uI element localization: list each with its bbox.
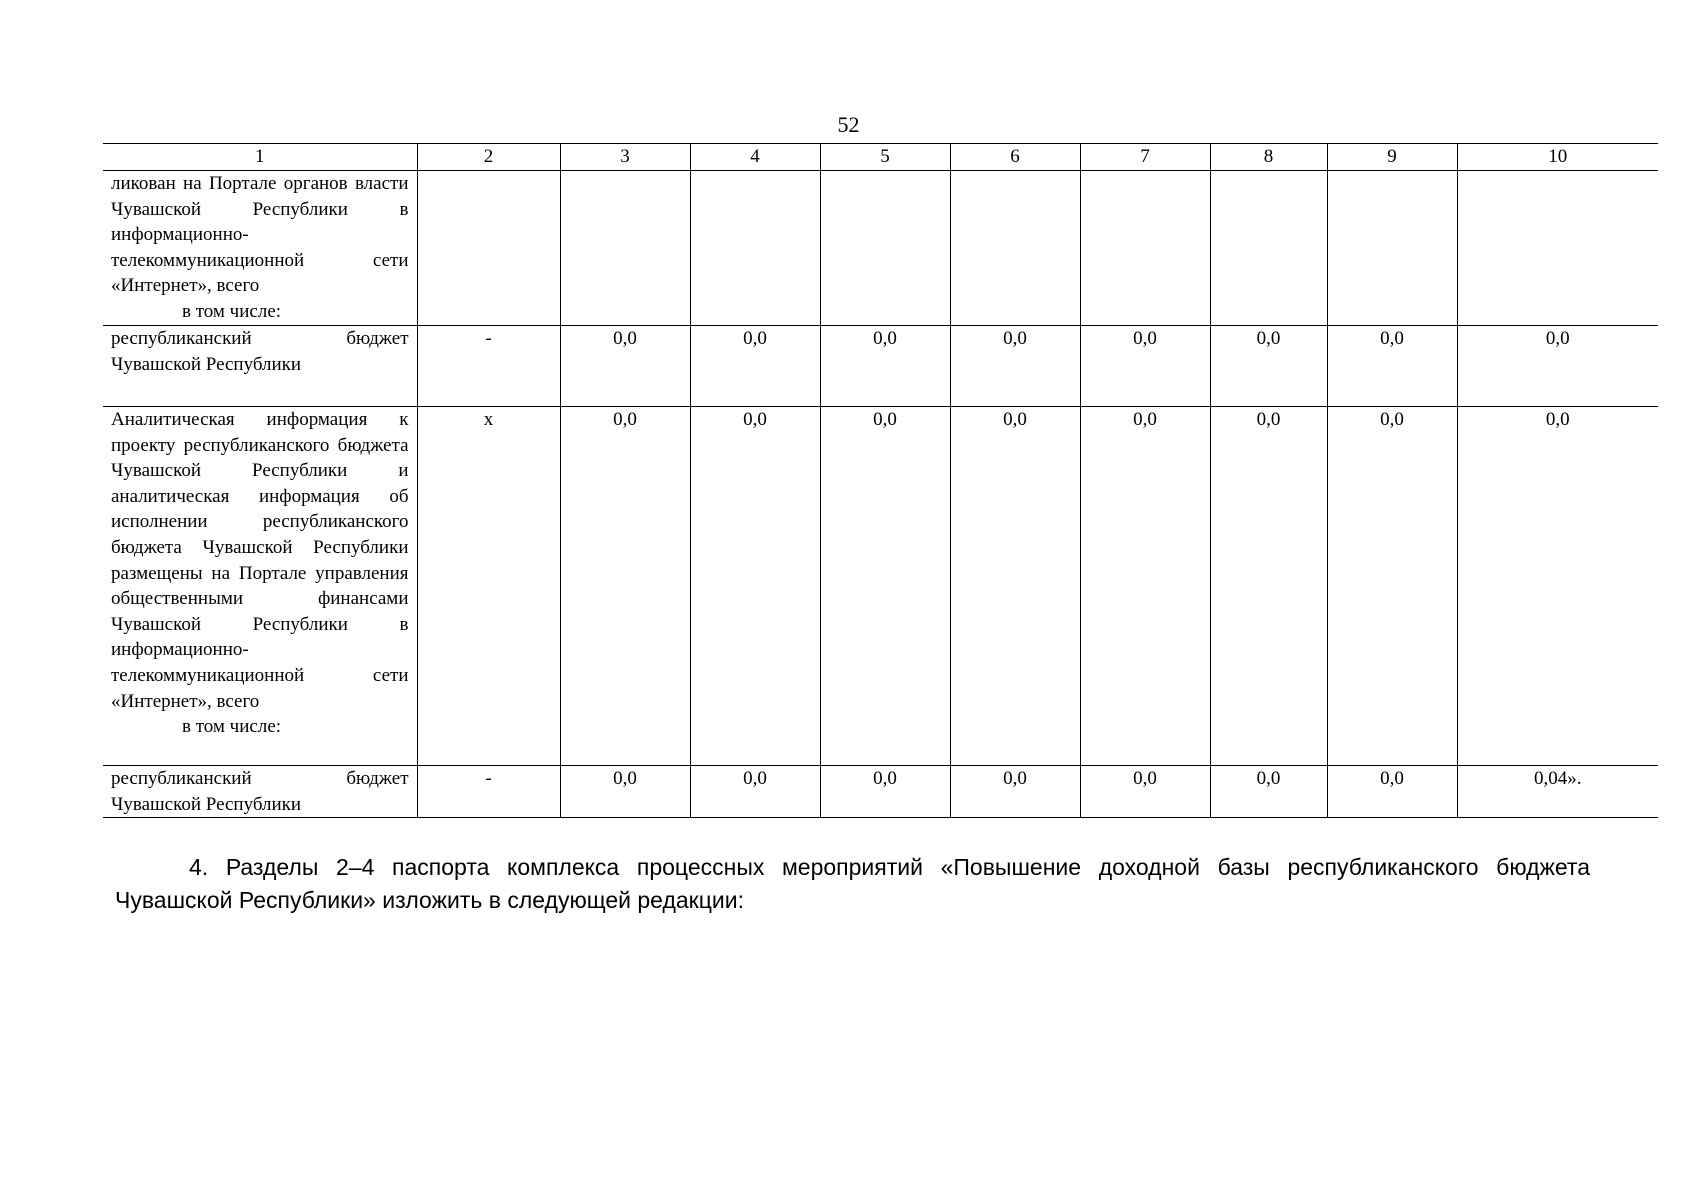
column-header: 4 — [690, 144, 820, 171]
table-cell: - — [417, 766, 560, 818]
table-cell: 0,0 — [1327, 407, 1457, 766]
row-description-text: республиканский бюджет Чувашской Республики — [111, 328, 409, 375]
body-paragraph-text: 4. Разделы 2–4 паспорта комплекса процессных мероприятий «Повышение доходной базы республиканского бюджета Чувашской Республики» изложить в следующей редакции: — [115, 854, 1590, 913]
budget-table — [103, 143, 1658, 818]
table-cell: 0,0 — [950, 407, 1080, 766]
body-paragraph — [115, 851, 1590, 917]
table-cell: 0,0 — [1457, 326, 1658, 407]
row-description-text: республиканский бюджет Чувашской Республики — [111, 768, 409, 815]
table-row — [103, 407, 1658, 766]
row-description — [103, 766, 417, 818]
table-cell: 0,0 — [820, 326, 950, 407]
row-description-text: ликован на Портале органов власти Чувашской Республики в информационно-телекоммуникационной сети «Интернет», всего — [111, 173, 409, 297]
row-description — [103, 171, 417, 326]
table-cell: 0,0 — [1327, 766, 1457, 818]
row-subline: в том числе: — [182, 716, 282, 738]
table-cell: 0,0 — [1080, 326, 1210, 407]
table-cell — [690, 171, 820, 326]
table-cell: 0,0 — [950, 326, 1080, 407]
table-cell: 0,0 — [560, 326, 690, 407]
table-cell — [1080, 171, 1210, 326]
table-cell: 0,0 — [560, 407, 690, 766]
column-header: 7 — [1080, 144, 1210, 171]
row-description — [103, 326, 417, 407]
column-header: 10 — [1457, 144, 1658, 171]
table-cell: х — [417, 407, 560, 766]
table-cell: 0,0 — [1080, 407, 1210, 766]
table-cell — [1210, 171, 1327, 326]
column-header: 2 — [417, 144, 560, 171]
table-cell: 0,0 — [690, 407, 820, 766]
table-cell: 0,0 — [820, 766, 950, 818]
column-header: 9 — [1327, 144, 1457, 171]
table-cell: 0,0 — [950, 766, 1080, 818]
row-subline: в том числе: — [182, 300, 282, 322]
table-cell: 0,0 — [690, 326, 820, 407]
table-cell: 0,0 — [1210, 766, 1327, 818]
table-cell: 0,0 — [690, 766, 820, 818]
table-cell: 0,0 — [560, 766, 690, 818]
table-row — [103, 171, 1658, 326]
table-cell: 0,0 — [1210, 407, 1327, 766]
table-cell: 0,0 — [1457, 407, 1658, 766]
table-cell — [820, 171, 950, 326]
table-cell: 0,04». — [1457, 766, 1658, 818]
table-cell: 0,0 — [1080, 766, 1210, 818]
table-row — [103, 766, 1658, 818]
column-header: 1 — [103, 144, 417, 171]
table-cell: - — [417, 326, 560, 407]
table-header-row — [103, 144, 1658, 171]
row-description — [103, 407, 417, 766]
table-cell: 0,0 — [820, 407, 950, 766]
row-description-text: Аналитическая информация к проекту республиканского бюджета Чувашской Республики и аналитическая информация об исполнении республиканского бюджета Чувашской Республики размещены на Портале управления общественными финансами Чувашской Республики в информационно-телекоммуникационной сети «Интернет», всего — [111, 409, 409, 712]
table-row — [103, 326, 1658, 407]
column-header: 8 — [1210, 144, 1327, 171]
table-cell: 0,0 — [1210, 326, 1327, 407]
column-header: 3 — [560, 144, 690, 171]
table-cell — [950, 171, 1080, 326]
table-cell: 0,0 — [1327, 326, 1457, 407]
table-cell — [417, 171, 560, 326]
table-cell — [560, 171, 690, 326]
table-cell — [1457, 171, 1658, 326]
page-number: 52 — [837, 112, 860, 137]
table-cell — [1327, 171, 1457, 326]
column-header: 5 — [820, 144, 950, 171]
column-header: 6 — [950, 144, 1080, 171]
